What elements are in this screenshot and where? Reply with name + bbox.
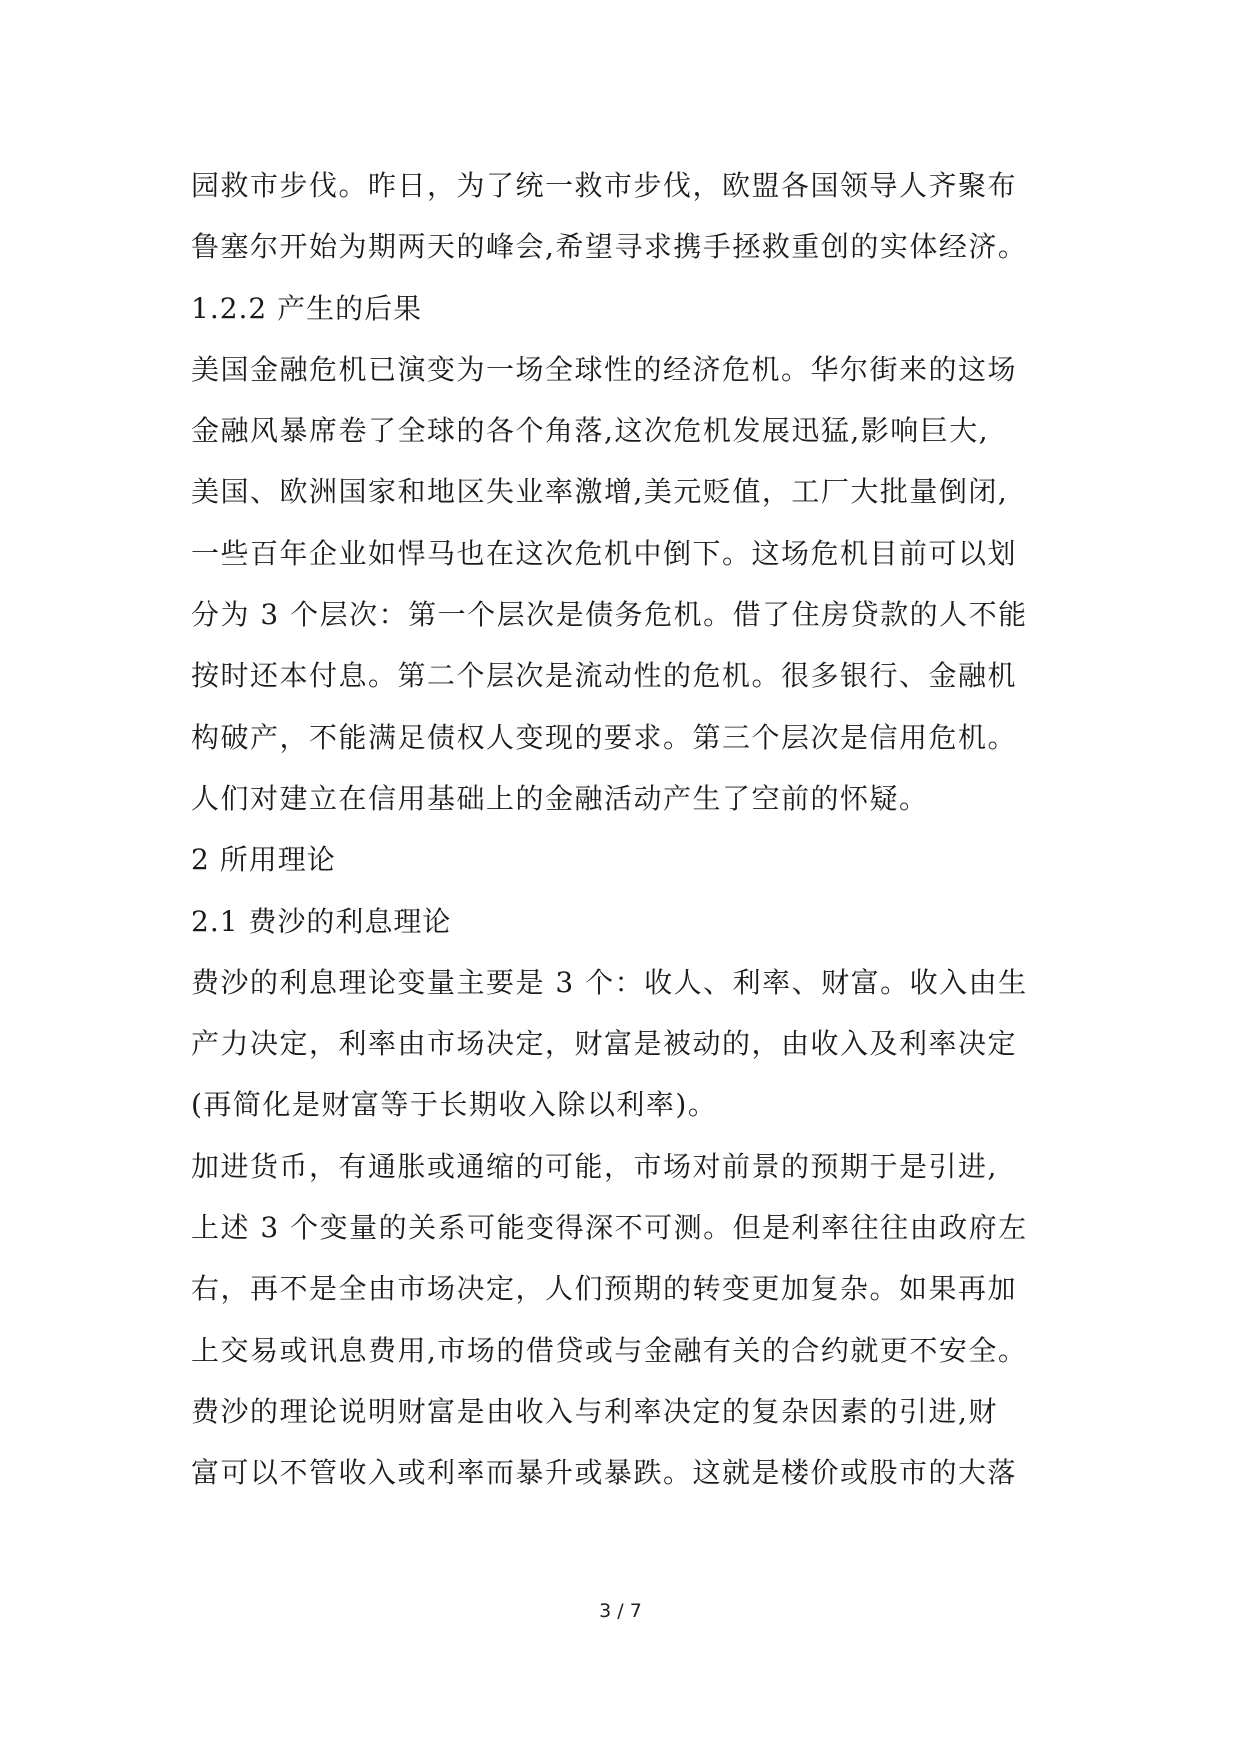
text-line: 美国金融危机已演变为一场全球性的经济危机。华尔街来的这场 [191, 352, 1018, 386]
text-line: 加进货币，有通胀或通缩的可能，市场对前景的预期于是引进, [191, 1149, 998, 1183]
text-line: 人们对建立在信用基础上的金融活动产生了空前的怀疑。 [191, 781, 929, 815]
text-line: 按时还本付息。第二个层次是流动性的危机。很多银行、金融机 [191, 659, 1018, 693]
text-line: 产力决定，利率由市场决定，财富是被动的，由收入及利率决定 [191, 1027, 1018, 1061]
text-line: 鲁塞尔开始为期两天的峰会,希望寻求携手拯救重创的实体经济。 [191, 230, 1028, 264]
text-line: 园救市步伐。昨日，为了统一救市步伐，欧盟各国领导人齐聚布 [191, 169, 1018, 202]
text-line: 费沙的理论说明财富是由收入与利率决定的复杂因素的引进,财 [191, 1394, 998, 1428]
text-line: (再简化是财富等于长期收入除以利率)。 [191, 1088, 718, 1122]
text-line: 美国、欧洲国家和地区失业率激增,美元贬值，工厂大批量倒闭, [191, 475, 1009, 509]
section-heading: 2 所用理论 [191, 843, 336, 877]
document-body [191, 155, 1091, 1504]
section-heading: 2.1 费沙的利息理论 [191, 904, 452, 938]
section-heading: 1.2.2 产生的后果 [191, 291, 423, 325]
text-line: 分为 3 个层次：第一个层次是债务危机。借了住房贷款的人不能 [191, 598, 1028, 632]
text-line: 一些百年企业如悍马也在这次危机中倒下。这场危机目前可以划 [191, 536, 1018, 570]
page-number: 3 / 7 [599, 1600, 642, 1622]
text-line: 金融风暴席卷了全球的各个角落,这次危机发展迅猛,影响巨大, [191, 414, 990, 448]
text-line: 上交易或讯息费用,市场的借贷或与金融有关的合约就更不安全。 [191, 1333, 1028, 1367]
text-line: 右，再不是全由市场决定，人们预期的转变更加复杂。如果再加 [191, 1272, 1018, 1306]
text-line: 构破产，不能满足债权人变现的要求。第三个层次是信用危机。 [191, 720, 1018, 754]
text-line: 富可以不管收入或利率而暴升或暴跌。这就是楼价或股市的大落 [191, 1456, 1018, 1490]
text-line: 费沙的利息理论变量主要是 3 个：收人、利率、财富。收入由生 [191, 965, 1028, 999]
text-line: 上述 3 个变量的关系可能变得深不可测。但是利率往往由政府左 [191, 1211, 1028, 1245]
